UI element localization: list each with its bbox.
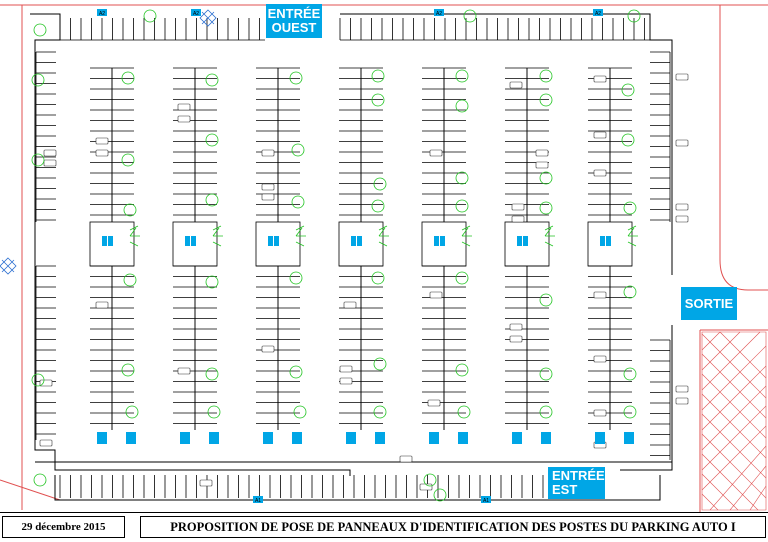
car-icon xyxy=(44,150,56,156)
car-icon xyxy=(676,74,688,80)
tree-icon xyxy=(624,406,636,418)
car-icon xyxy=(96,302,108,308)
tree-icon xyxy=(622,84,634,96)
parked-cars xyxy=(40,74,688,490)
tree-icon xyxy=(540,70,552,82)
stall-row xyxy=(173,266,195,430)
car-icon xyxy=(40,440,52,446)
tree-icon xyxy=(130,226,140,246)
car-icon xyxy=(676,386,688,392)
car-icon xyxy=(430,150,442,156)
tree-icon xyxy=(34,24,46,36)
car-icon xyxy=(594,132,606,138)
car-icon xyxy=(344,302,356,308)
row-end-sign xyxy=(292,432,302,444)
sign-code: A2 xyxy=(192,11,200,17)
stall-row xyxy=(361,68,383,222)
tree-icon xyxy=(206,134,218,146)
sign-code: A1 xyxy=(254,498,262,504)
stall-row xyxy=(444,266,466,430)
car-icon xyxy=(178,104,190,110)
car-icon xyxy=(340,378,352,384)
stall-row xyxy=(278,266,300,430)
car-icon xyxy=(594,410,606,416)
island-sign xyxy=(108,236,113,246)
stall-row xyxy=(112,68,134,222)
sign-code: A2 xyxy=(435,11,443,17)
car-icon xyxy=(676,140,688,146)
tree-icon xyxy=(540,202,552,214)
stall-row xyxy=(505,266,527,430)
exit-label: SORTIE xyxy=(681,287,737,320)
car-icon xyxy=(262,150,274,156)
island-sign xyxy=(440,236,445,246)
row-end-sign xyxy=(595,432,605,444)
stall-row xyxy=(278,68,300,222)
row-end-sign xyxy=(429,432,439,444)
tree-icon xyxy=(540,294,552,306)
car-icon xyxy=(676,216,688,222)
tree-icon xyxy=(456,70,468,82)
entrance-east-label xyxy=(548,467,605,499)
stall-row xyxy=(650,340,670,460)
sign-codes-top xyxy=(97,9,603,17)
tree-icon xyxy=(290,72,302,84)
stall-row xyxy=(610,68,632,222)
island-sign xyxy=(517,236,522,246)
island-sign xyxy=(102,236,107,246)
sign-code: A1 xyxy=(482,498,490,504)
tree-icon xyxy=(540,406,552,418)
tree-icon xyxy=(374,178,386,190)
tree-icon xyxy=(456,364,468,376)
stall-row-top xyxy=(60,18,650,40)
car-icon xyxy=(96,150,108,156)
tree-icon xyxy=(34,474,46,486)
island-sign xyxy=(606,236,611,246)
sign-code: A2 xyxy=(98,11,106,17)
tree-icon xyxy=(292,196,304,208)
car-icon xyxy=(262,346,274,352)
row-end-sign xyxy=(512,432,522,444)
tree-icon xyxy=(294,406,306,418)
stall-row xyxy=(650,52,670,222)
tree-icon xyxy=(540,368,552,380)
entrance-west-line2: OUEST xyxy=(271,20,317,35)
island-sign xyxy=(523,236,528,246)
tree-icon xyxy=(122,364,134,376)
car-icon xyxy=(594,170,606,176)
tree-icon xyxy=(213,226,223,246)
car-icon xyxy=(200,480,212,486)
tree-icon xyxy=(126,406,138,418)
tree-icon xyxy=(122,154,134,166)
car-icon xyxy=(512,204,524,210)
tree-icon xyxy=(624,286,636,298)
row-end-sign xyxy=(458,432,468,444)
tree-icon xyxy=(290,272,302,284)
tree-icon xyxy=(124,204,136,216)
stall-row xyxy=(422,68,444,222)
stall-row xyxy=(527,68,549,222)
tree-icon xyxy=(372,200,384,212)
car-icon xyxy=(178,368,190,374)
stall-row xyxy=(610,266,632,430)
car-icon xyxy=(594,292,606,298)
island-sign xyxy=(185,236,190,246)
stall-row xyxy=(588,266,610,430)
stall-row xyxy=(90,266,112,430)
entrance-west-line1: ENTRÉE xyxy=(267,6,321,21)
lot-outline xyxy=(30,14,672,500)
row-end-sign xyxy=(541,432,551,444)
tree-icon xyxy=(374,358,386,370)
hatched-area xyxy=(702,332,766,510)
row-end-sign xyxy=(97,432,107,444)
car-icon xyxy=(512,216,524,222)
stall-row xyxy=(444,68,466,222)
car-icon xyxy=(96,138,108,144)
tree-icon xyxy=(456,200,468,212)
car-icon xyxy=(510,82,522,88)
tree-icon xyxy=(206,368,218,380)
island-sign xyxy=(434,236,439,246)
tree-icon xyxy=(208,406,220,418)
stall-row-bottom xyxy=(60,475,543,498)
tree-icon xyxy=(624,202,636,214)
sign-code: A2 xyxy=(594,11,602,17)
row-end-sign xyxy=(209,432,219,444)
tree-icon xyxy=(290,366,302,378)
row-end-sign xyxy=(346,432,356,444)
tree-icon xyxy=(456,272,468,284)
tree-icon xyxy=(372,94,384,106)
row-end-sign xyxy=(263,432,273,444)
tree-icon xyxy=(124,274,136,286)
tree-icon xyxy=(206,276,218,288)
car-icon xyxy=(594,356,606,362)
stall-row xyxy=(527,266,549,430)
tree-icon xyxy=(206,74,218,86)
stall-row xyxy=(36,266,56,440)
island-sign xyxy=(600,236,605,246)
tree-icon xyxy=(122,72,134,84)
entrance-east-line1: ENTRÉE xyxy=(552,468,605,483)
row-end-sign xyxy=(180,432,190,444)
parking-stalls xyxy=(36,18,670,498)
island-sign xyxy=(268,236,273,246)
car-icon xyxy=(536,162,548,168)
row-end-sign xyxy=(375,432,385,444)
car-icon xyxy=(536,150,548,156)
tree-icon xyxy=(456,172,468,184)
car-icon xyxy=(594,76,606,82)
entrance-east-line2: EST xyxy=(552,482,578,497)
island-sign xyxy=(274,236,279,246)
tree-icon xyxy=(374,406,386,418)
car-icon xyxy=(676,398,688,404)
tree-icon xyxy=(32,154,44,166)
car-icon xyxy=(178,116,190,122)
tree-icon xyxy=(296,226,306,246)
tree-icon xyxy=(622,134,634,146)
car-icon xyxy=(430,292,442,298)
stall-row xyxy=(361,266,383,430)
stall-row xyxy=(588,68,610,222)
car-icon xyxy=(510,336,522,342)
island-sign xyxy=(191,236,196,246)
island-sign xyxy=(357,236,362,246)
car-icon xyxy=(262,184,274,190)
footer-date: 29 décembre 2015 xyxy=(2,516,125,538)
stall-row xyxy=(90,68,112,222)
car-icon xyxy=(510,324,522,330)
tree-icon xyxy=(372,272,384,284)
tree-icon xyxy=(540,94,552,106)
row-end-sign xyxy=(624,432,634,444)
tree-icon xyxy=(32,74,44,86)
island-sign xyxy=(351,236,356,246)
car-icon xyxy=(400,456,412,462)
stall-row xyxy=(173,68,195,222)
car-icon xyxy=(428,400,440,406)
stall-row xyxy=(112,266,134,430)
tree-icon xyxy=(458,406,470,418)
tree-icon xyxy=(464,10,476,22)
tree-icon xyxy=(545,226,555,246)
stall-row xyxy=(36,52,56,222)
car-icon xyxy=(340,366,352,372)
entrance-west-label xyxy=(266,4,322,38)
stall-row xyxy=(339,266,361,430)
tree-icon xyxy=(624,368,636,380)
stall-row xyxy=(505,68,527,222)
tree-icon xyxy=(540,172,552,184)
footer-title: PROPOSITION DE POSE DE PANNEAUX D'IDENTIFICATION DES POSTES DU PARKING AUTO I xyxy=(140,516,766,538)
footer xyxy=(0,512,768,542)
tree-icon xyxy=(144,10,156,22)
tree-icon xyxy=(628,226,638,246)
tree-icon xyxy=(462,226,472,246)
row-end-sign xyxy=(126,432,136,444)
car-icon xyxy=(676,204,688,210)
stall-row xyxy=(195,266,217,430)
tree-icon xyxy=(379,226,389,246)
stall-row xyxy=(339,68,361,222)
tree-icon xyxy=(372,70,384,82)
car-icon xyxy=(44,160,56,166)
tree-icon xyxy=(434,489,446,501)
tree-icon xyxy=(292,144,304,156)
car-icon xyxy=(262,194,274,200)
